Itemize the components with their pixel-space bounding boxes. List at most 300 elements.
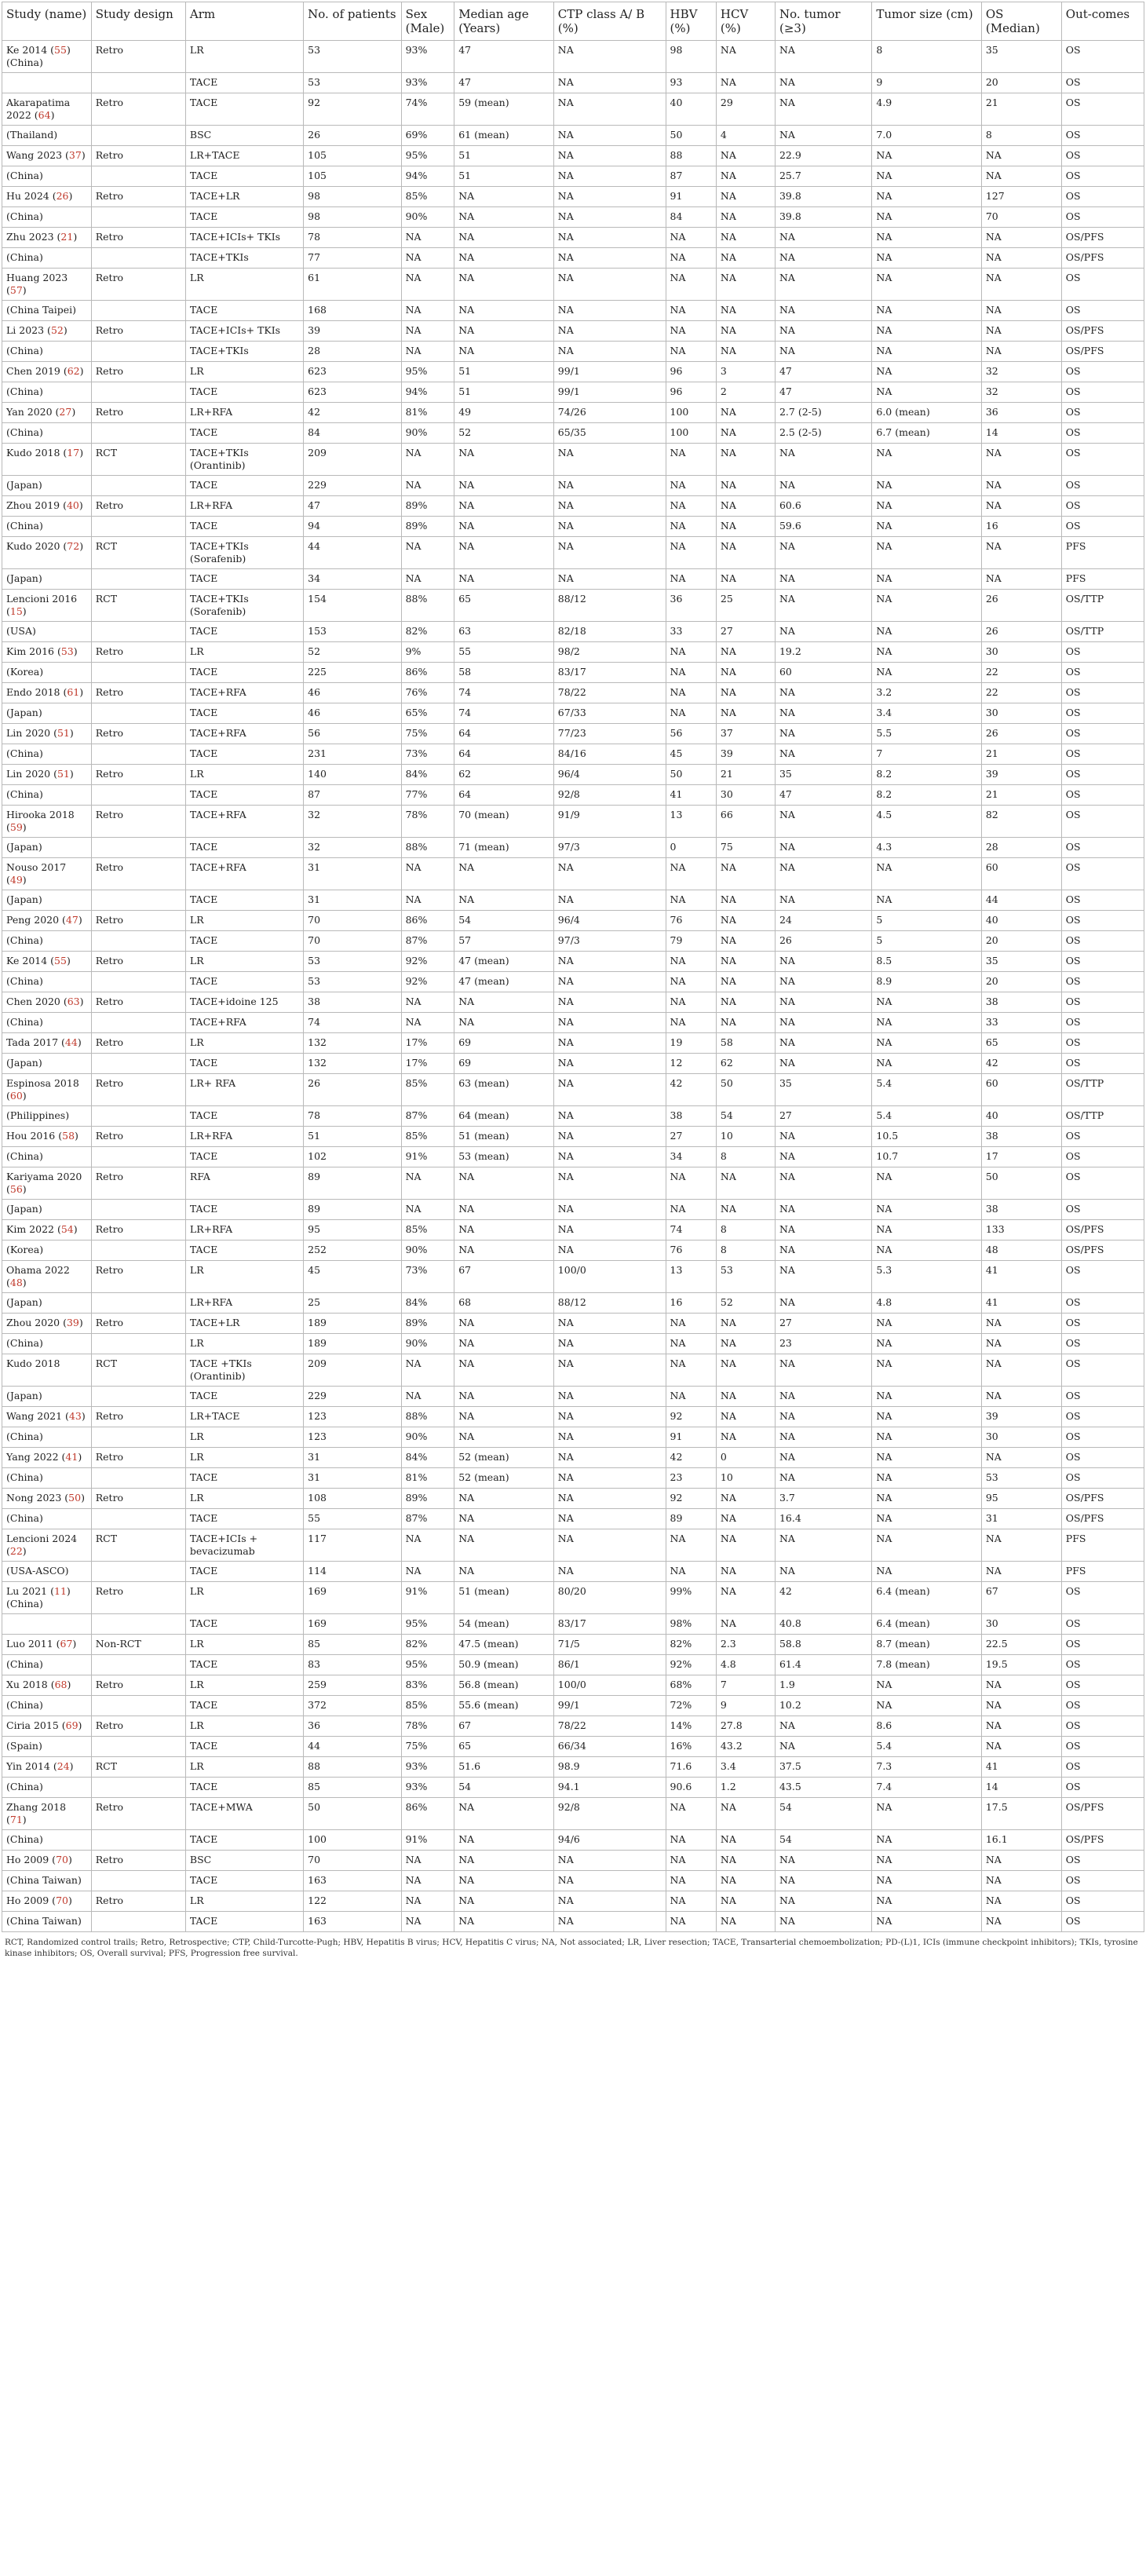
table-cell: NA bbox=[553, 1529, 666, 1562]
table-cell: NA bbox=[553, 1200, 666, 1220]
table-cell: NA bbox=[872, 1489, 981, 1509]
table-row bbox=[2, 207, 1144, 228]
table-cell: 53 bbox=[716, 1261, 775, 1293]
table-cell: NA bbox=[716, 569, 775, 590]
table-cell: NA bbox=[716, 496, 775, 517]
table-cell: OS bbox=[1061, 41, 1144, 73]
reference-number[interactable]: 58 bbox=[62, 1130, 75, 1142]
reference-number[interactable]: 51 bbox=[57, 768, 70, 780]
reference-number[interactable]: 15 bbox=[9, 605, 23, 617]
table-cell: 10.2 bbox=[775, 1696, 871, 1716]
table-cell: NA bbox=[716, 1830, 775, 1851]
table-cell: Retro bbox=[91, 642, 185, 663]
table-cell: 53 bbox=[304, 73, 401, 93]
table-cell: NA bbox=[553, 1106, 666, 1127]
reference-number[interactable]: 54 bbox=[60, 1223, 74, 1235]
table-cell: 5 bbox=[872, 931, 981, 952]
table-cell: Retro bbox=[91, 1489, 185, 1509]
table-cell: 6.4 (mean) bbox=[872, 1582, 981, 1614]
table-cell: 17.5 bbox=[981, 1798, 1061, 1830]
table-cell: TACE+LR bbox=[185, 187, 303, 207]
table-cell: NA bbox=[553, 1167, 666, 1200]
table-row bbox=[2, 1737, 1144, 1757]
table-cell: (USA-ASCO) bbox=[2, 1562, 92, 1582]
table-cell: 75% bbox=[401, 1737, 454, 1757]
reference-number[interactable]: 21 bbox=[60, 231, 74, 243]
table-cell bbox=[91, 476, 185, 496]
table-cell: 60 bbox=[981, 858, 1061, 890]
table-cell: 92/8 bbox=[553, 1798, 666, 1830]
table-cell: Retro bbox=[91, 1675, 185, 1696]
table-cell: 4.5 bbox=[872, 806, 981, 838]
table-cell: NA bbox=[775, 1033, 871, 1054]
table-cell: 87% bbox=[401, 1509, 454, 1529]
table-cell: NA bbox=[553, 1054, 666, 1074]
table-cell: TACE bbox=[185, 517, 303, 537]
reference-number[interactable]: 40 bbox=[66, 499, 79, 511]
table-cell: 31 bbox=[304, 1448, 401, 1468]
table-cell: (Japan) bbox=[2, 476, 92, 496]
table-cell: NA bbox=[666, 858, 716, 890]
table-cell: 88/12 bbox=[553, 590, 666, 622]
table-row bbox=[2, 703, 1144, 724]
table-cell: NA bbox=[981, 1912, 1061, 1932]
reference-number[interactable]: 27 bbox=[59, 406, 72, 418]
table-cell: NA bbox=[872, 1912, 981, 1932]
table-cell: PFS bbox=[1061, 1562, 1144, 1582]
reference-number[interactable]: 55 bbox=[54, 955, 67, 966]
reference-number[interactable]: 57 bbox=[9, 284, 23, 296]
reference-close: ) bbox=[79, 540, 84, 552]
table-cell: NA bbox=[775, 41, 871, 73]
table-cell: (China) bbox=[2, 1427, 92, 1448]
table-cell: 8.6 bbox=[872, 1716, 981, 1737]
table-cell: NA bbox=[716, 683, 775, 703]
table-cell: NA bbox=[454, 1427, 554, 1448]
table-cell: NA bbox=[401, 1851, 454, 1871]
table-cell: NA bbox=[872, 569, 981, 590]
table-cell: 2.7 (2-5) bbox=[775, 403, 871, 423]
table-cell: NA bbox=[775, 806, 871, 838]
table-cell: NA bbox=[872, 1798, 981, 1830]
table-cell bbox=[91, 1696, 185, 1716]
table-cell: Retro bbox=[91, 228, 185, 248]
table-cell: OS bbox=[1061, 423, 1144, 444]
reference-number[interactable]: 37 bbox=[68, 149, 82, 161]
reference-number[interactable]: 60 bbox=[9, 1090, 23, 1102]
reference-close: ) bbox=[63, 324, 68, 336]
table-cell bbox=[2, 1614, 92, 1635]
table-row bbox=[2, 1074, 1144, 1106]
table-cell: 8 bbox=[981, 126, 1061, 146]
table-cell: TACE bbox=[185, 1737, 303, 1757]
table-cell bbox=[91, 1830, 185, 1851]
table-cell: NA bbox=[872, 269, 981, 301]
table-cell: NA bbox=[666, 1200, 716, 1220]
table-row bbox=[2, 1448, 1144, 1468]
table-cell: 89% bbox=[401, 1489, 454, 1509]
table-cell bbox=[91, 1871, 185, 1891]
table-row bbox=[2, 1891, 1144, 1912]
table-cell: 100 bbox=[304, 1830, 401, 1851]
table-cell bbox=[91, 1562, 185, 1582]
table-cell: 189 bbox=[304, 1334, 401, 1354]
reference-number[interactable]: 52 bbox=[50, 324, 64, 336]
table-cell: NA bbox=[401, 1912, 454, 1932]
table-row bbox=[2, 269, 1144, 301]
reference-number[interactable]: 72 bbox=[67, 540, 80, 552]
table-cell: NA bbox=[872, 1387, 981, 1407]
table-cell: NA bbox=[775, 622, 871, 642]
table-cell: NA bbox=[716, 1871, 775, 1891]
table-cell: 70 (mean) bbox=[454, 806, 554, 838]
table-cell: 53 (mean) bbox=[454, 1147, 554, 1167]
table-cell: NA bbox=[666, 1387, 716, 1407]
reference-number[interactable]: 17 bbox=[67, 447, 80, 459]
table-cell: OS bbox=[1061, 517, 1144, 537]
table-cell bbox=[91, 972, 185, 992]
table-cell bbox=[91, 248, 185, 269]
table-cell: 229 bbox=[304, 1387, 401, 1407]
table-cell: NA bbox=[716, 537, 775, 569]
table-cell: (China) bbox=[2, 517, 92, 537]
table-row bbox=[2, 1054, 1144, 1074]
table-cell: NA bbox=[716, 166, 775, 187]
reference-number[interactable]: 64 bbox=[38, 109, 51, 121]
table-cell: 154 bbox=[304, 590, 401, 622]
table-cell: 50.9 (mean) bbox=[454, 1655, 554, 1675]
table-cell: NA bbox=[401, 992, 454, 1013]
table-cell: 22 bbox=[981, 663, 1061, 683]
table-cell: NA bbox=[872, 622, 981, 642]
table-cell: TACE bbox=[185, 1830, 303, 1851]
table-row bbox=[2, 683, 1144, 703]
table-cell: NA bbox=[401, 476, 454, 496]
reference-number[interactable]: 26 bbox=[56, 190, 69, 202]
table-cell: NA bbox=[666, 301, 716, 321]
table-cell bbox=[91, 931, 185, 952]
table-cell: NA bbox=[716, 1354, 775, 1387]
table-cell: NA bbox=[666, 1891, 716, 1912]
table-cell: OS/PFS bbox=[1061, 1489, 1144, 1509]
table-cell: OS/TTP bbox=[1061, 1074, 1144, 1106]
study-name-text: Nong 2023 ( bbox=[6, 1492, 69, 1504]
table-cell: NA bbox=[553, 146, 666, 166]
table-cell: 32 bbox=[981, 382, 1061, 403]
table-cell: NA bbox=[716, 517, 775, 537]
table-cell: 28 bbox=[304, 342, 401, 362]
table-cell: 93% bbox=[401, 73, 454, 93]
table-cell: 19.2 bbox=[775, 642, 871, 663]
table-cell: NA bbox=[775, 972, 871, 992]
table-cell: LR+RFA bbox=[185, 1293, 303, 1314]
reference-close: ) bbox=[73, 1223, 78, 1235]
table-cell: 31 bbox=[304, 890, 401, 911]
table-cell: NA bbox=[553, 321, 666, 342]
table-cell: LR+TACE bbox=[185, 1407, 303, 1427]
reference-number[interactable]: 53 bbox=[60, 645, 74, 657]
study-name-cell bbox=[2, 1220, 92, 1240]
table-cell: 94% bbox=[401, 166, 454, 187]
table-cell: 36 bbox=[666, 590, 716, 622]
table-cell: 39 bbox=[304, 321, 401, 342]
table-cell: 87 bbox=[304, 785, 401, 806]
table-cell: 39 bbox=[981, 765, 1061, 785]
table-cell: 8 bbox=[716, 1220, 775, 1240]
table-cell: 78/22 bbox=[553, 683, 666, 703]
table-cell: NA bbox=[553, 992, 666, 1013]
table-cell: NA bbox=[775, 569, 871, 590]
table-cell: NA bbox=[775, 1562, 871, 1582]
table-cell: NA bbox=[401, 321, 454, 342]
study-name-cell bbox=[2, 1033, 92, 1054]
table-cell: (Japan) bbox=[2, 838, 92, 858]
table-cell: OS/PFS bbox=[1061, 1830, 1144, 1851]
table-cell: 83% bbox=[401, 1675, 454, 1696]
reference-number[interactable]: 39 bbox=[66, 1317, 79, 1328]
table-cell: NA bbox=[666, 1562, 716, 1582]
table-cell: NA bbox=[553, 537, 666, 569]
table-cell: OS bbox=[1061, 1851, 1144, 1871]
table-cell: NA bbox=[775, 1354, 871, 1387]
table-cell: NA bbox=[872, 301, 981, 321]
table-row bbox=[2, 1582, 1144, 1614]
table-cell: 52 bbox=[304, 642, 401, 663]
reference-number[interactable]: 71 bbox=[9, 1814, 23, 1825]
table-cell: (Japan) bbox=[2, 703, 92, 724]
reference-number[interactable]: 70 bbox=[56, 1854, 68, 1865]
table-cell: 7.8 (mean) bbox=[872, 1655, 981, 1675]
reference-number[interactable]: 55 bbox=[54, 44, 67, 56]
table-cell: 26 bbox=[981, 724, 1061, 744]
table-cell: NA bbox=[872, 444, 981, 476]
reference-number[interactable]: 50 bbox=[68, 1492, 82, 1504]
table-cell: NA bbox=[872, 663, 981, 683]
reference-number[interactable]: 41 bbox=[65, 1451, 78, 1463]
table-cell: NA bbox=[553, 1147, 666, 1167]
table-cell: LR bbox=[185, 642, 303, 663]
table-cell: NA bbox=[454, 1013, 554, 1033]
reference-number[interactable]: 69 bbox=[65, 1719, 78, 1731]
table-row bbox=[2, 838, 1144, 858]
reference-close: ) bbox=[78, 1451, 82, 1463]
table-cell: (China) bbox=[2, 1147, 92, 1167]
table-cell bbox=[91, 1737, 185, 1757]
study-name-text: Wang 2023 ( bbox=[6, 149, 69, 161]
table-cell: 8 bbox=[716, 1147, 775, 1167]
study-name-cell bbox=[2, 642, 92, 663]
table-cell: NA bbox=[716, 1529, 775, 1562]
table-cell: NA bbox=[872, 1033, 981, 1054]
table-cell: NA bbox=[716, 248, 775, 269]
reference-number[interactable]: 48 bbox=[9, 1277, 23, 1288]
table-cell: OS bbox=[1061, 1912, 1144, 1932]
table-cell: 6.7 (mean) bbox=[872, 423, 981, 444]
table-cell: NA bbox=[454, 1407, 554, 1427]
table-cell: NA bbox=[666, 444, 716, 476]
table-row bbox=[2, 1851, 1144, 1871]
reference-number[interactable]: 63 bbox=[67, 996, 80, 1007]
table-cell: PFS bbox=[1061, 1529, 1144, 1562]
reference-number[interactable]: 61 bbox=[67, 686, 80, 698]
table-cell: 92/8 bbox=[553, 785, 666, 806]
reference-number[interactable]: 43 bbox=[68, 1410, 82, 1422]
table-row bbox=[2, 1562, 1144, 1582]
reference-number[interactable]: 68 bbox=[54, 1679, 68, 1690]
table-cell: 22.5 bbox=[981, 1635, 1061, 1655]
table-cell: 102 bbox=[304, 1147, 401, 1167]
table-cell: 99/1 bbox=[553, 382, 666, 403]
table-cell: 7.3 bbox=[872, 1757, 981, 1778]
reference-number[interactable]: 11 bbox=[54, 1585, 67, 1597]
study-name-text: Hou 2016 ( bbox=[6, 1130, 63, 1142]
table-cell: (China) bbox=[2, 1334, 92, 1354]
table-cell: NA bbox=[716, 1407, 775, 1427]
reference-number[interactable]: 24 bbox=[57, 1760, 70, 1772]
reference-number[interactable]: 47 bbox=[65, 914, 78, 926]
reference-number[interactable]: 44 bbox=[64, 1036, 78, 1048]
table-cell bbox=[91, 1147, 185, 1167]
table-cell bbox=[91, 382, 185, 403]
table-cell: NA bbox=[401, 1013, 454, 1033]
table-cell: OS bbox=[1061, 663, 1144, 683]
header-row bbox=[2, 2, 1144, 41]
study-name-cell bbox=[2, 590, 92, 622]
table-cell: NA bbox=[454, 1334, 554, 1354]
table-cell: TACE bbox=[185, 301, 303, 321]
table-cell: NA bbox=[872, 146, 981, 166]
reference-number[interactable]: 62 bbox=[67, 365, 80, 377]
table-cell: 92 bbox=[304, 93, 401, 126]
table-cell: OS bbox=[1061, 703, 1144, 724]
table-cell: OS/PFS bbox=[1061, 228, 1144, 248]
study-name-text: Luo 2011 ( bbox=[6, 1638, 60, 1650]
reference-number[interactable]: 49 bbox=[9, 874, 23, 886]
table-cell: NA bbox=[401, 342, 454, 362]
table-cell: 35 bbox=[775, 1074, 871, 1106]
reference-number[interactable]: 22 bbox=[9, 1545, 23, 1557]
table-cell: 88 bbox=[304, 1757, 401, 1778]
table-cell: NA bbox=[716, 1509, 775, 1529]
reference-close: ) bbox=[68, 1895, 72, 1906]
table-cell: 5.4 bbox=[872, 1106, 981, 1127]
table-cell: NA bbox=[716, 1489, 775, 1509]
table-cell: OS bbox=[1061, 1127, 1144, 1147]
table-cell: 40.8 bbox=[775, 1614, 871, 1635]
table-cell: (China) bbox=[2, 972, 92, 992]
reference-close: ) bbox=[22, 874, 27, 886]
table-cell: NA bbox=[401, 1387, 454, 1407]
table-cell: (China Taipei) bbox=[2, 301, 92, 321]
table-cell bbox=[91, 1778, 185, 1798]
table-cell: TACE bbox=[185, 1509, 303, 1529]
reference-number[interactable]: 56 bbox=[9, 1183, 23, 1195]
table-cell: NA bbox=[775, 1529, 871, 1562]
table-cell: 90% bbox=[401, 423, 454, 444]
table-cell: 90.6 bbox=[666, 1778, 716, 1798]
reference-number[interactable]: 67 bbox=[60, 1638, 73, 1650]
table-cell: NA bbox=[666, 269, 716, 301]
table-cell: TACE bbox=[185, 1614, 303, 1635]
table-cell: NA bbox=[981, 301, 1061, 321]
study-name-cell bbox=[2, 1167, 92, 1200]
table-cell bbox=[91, 1013, 185, 1033]
table-cell: 231 bbox=[304, 744, 401, 765]
table-row bbox=[2, 187, 1144, 207]
table-cell: NA bbox=[666, 1167, 716, 1200]
column-header: Study (name) bbox=[2, 2, 92, 41]
table-cell: 51 bbox=[454, 146, 554, 166]
table-cell: NA bbox=[981, 1387, 1061, 1407]
reference-close: ) bbox=[68, 190, 73, 202]
table-cell: 85% bbox=[401, 187, 454, 207]
table-cell: NA bbox=[775, 269, 871, 301]
table-cell: LR bbox=[185, 269, 303, 301]
table-cell: NA bbox=[716, 703, 775, 724]
table-cell: NA bbox=[716, 858, 775, 890]
table-cell: 91 bbox=[666, 1427, 716, 1448]
table-row bbox=[2, 1261, 1144, 1293]
table-cell: 1.2 bbox=[716, 1778, 775, 1798]
table-row bbox=[2, 362, 1144, 382]
study-name-text: Chen 2019 ( bbox=[6, 365, 68, 377]
table-cell: 25 bbox=[716, 590, 775, 622]
reference-number[interactable]: 51 bbox=[57, 727, 70, 739]
table-cell: 99% bbox=[666, 1582, 716, 1614]
table-cell: (China) bbox=[2, 1509, 92, 1529]
reference-close: ) bbox=[22, 605, 27, 617]
reference-number[interactable]: 59 bbox=[9, 821, 23, 833]
table-cell: 16 bbox=[981, 517, 1061, 537]
table-cell: NA bbox=[716, 1912, 775, 1932]
table-row bbox=[2, 569, 1144, 590]
table-row bbox=[2, 890, 1144, 911]
table-cell: 78/22 bbox=[553, 1716, 666, 1737]
table-cell: 14 bbox=[981, 423, 1061, 444]
reference-number[interactable]: 70 bbox=[56, 1895, 68, 1906]
table-cell: OS bbox=[1061, 1614, 1144, 1635]
table-row bbox=[2, 765, 1144, 785]
table-cell: NA bbox=[666, 703, 716, 724]
table-cell: 8.7 (mean) bbox=[872, 1635, 981, 1655]
reference-close: ) bbox=[22, 1545, 27, 1557]
table-cell: 20 bbox=[981, 972, 1061, 992]
table-cell: 95% bbox=[401, 1614, 454, 1635]
table-cell: NA bbox=[666, 342, 716, 362]
reference-close: ) bbox=[69, 768, 74, 780]
table-cell: NA bbox=[872, 1334, 981, 1354]
table-cell: TACE +TKIs (Orantinib) bbox=[185, 1354, 303, 1387]
study-name-text: Ho 2009 ( bbox=[6, 1895, 57, 1906]
table-cell: OS bbox=[1061, 1387, 1144, 1407]
table-cell: NA bbox=[775, 73, 871, 93]
table-cell bbox=[91, 1427, 185, 1448]
table-cell: 27 bbox=[775, 1106, 871, 1127]
table-cell: 57 bbox=[454, 931, 554, 952]
table-cell: OS bbox=[1061, 476, 1144, 496]
table-cell: OS bbox=[1061, 1054, 1144, 1074]
table-cell: 41 bbox=[666, 785, 716, 806]
table-row bbox=[2, 1912, 1144, 1932]
table-cell: 43.2 bbox=[716, 1737, 775, 1757]
table-cell: LR+TACE bbox=[185, 146, 303, 166]
table-cell: NA bbox=[454, 1562, 554, 1582]
table-cell: NA bbox=[716, 321, 775, 342]
table-cell: NA bbox=[553, 1074, 666, 1106]
table-cell: NA bbox=[872, 1509, 981, 1529]
table-cell: NA bbox=[716, 1851, 775, 1871]
table-cell bbox=[91, 785, 185, 806]
